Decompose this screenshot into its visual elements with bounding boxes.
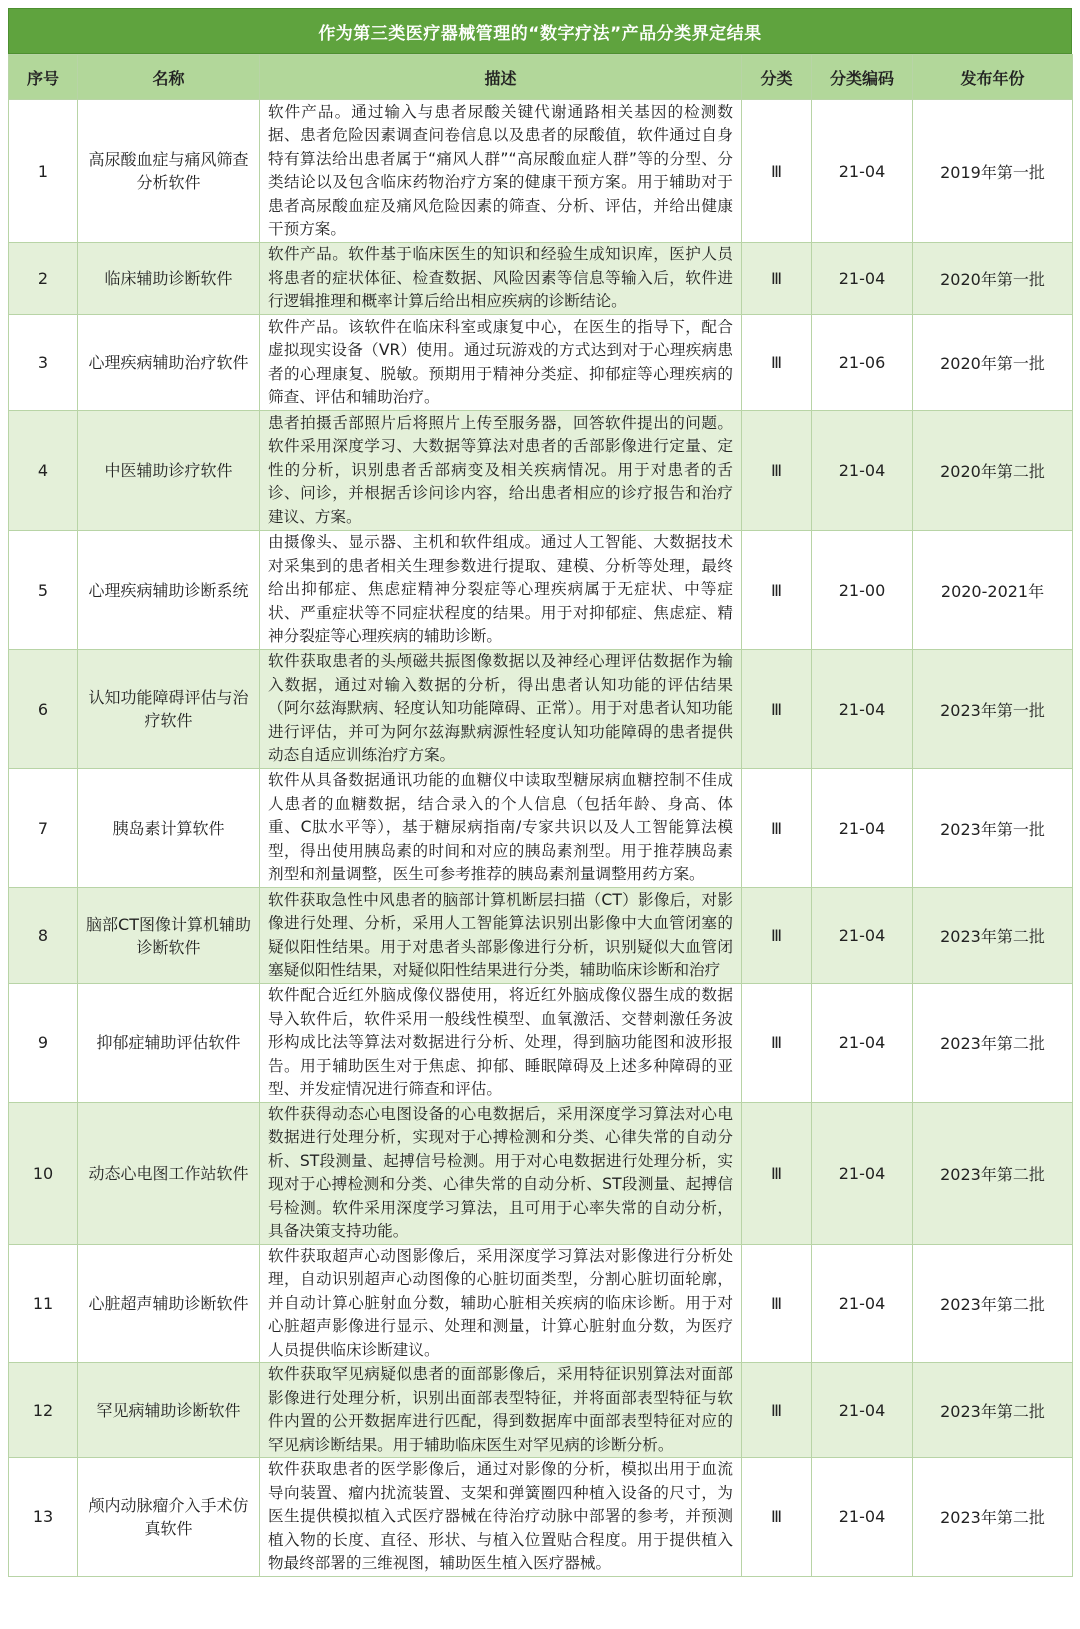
row-code: 21-00 <box>812 531 913 650</box>
row-number: 8 <box>9 888 78 984</box>
row-name: 心理疾病辅助诊断系统 <box>78 531 260 650</box>
table-row <box>9 315 1073 411</box>
row-description: 软件配合近红外脑成像仪器使用，将近红外脑成像仪器生成的数据导入软件后，软件采用一般线性模型、血氧激活、交替刺激任务波形构成比法等算法对数据进行分析、处理，得到脑功能图和波形报告。用于辅助医生对于焦虑、抑郁、睡眠障碍及上述多种障碍的亚型、并发症情况进行筛查和评估。 <box>260 984 742 1103</box>
row-class: Ⅲ <box>742 315 812 411</box>
row-name: 高尿酸血症与痛风筛查分析软件 <box>78 100 260 243</box>
row-description: 由摄像头、显示器、主机和软件组成。通过人工智能、大数据技术对采集到的患者相关生理参数进行提取、建模、分析等处理，最终给出抑郁症、焦虑症精神分裂症等心理疾病属于无症状、中等症状、严重症状等不同症状程度的结果。用于对抑郁症、焦虑症、精神分裂症等心理疾病的辅助诊断。 <box>260 531 742 650</box>
row-code: 21-04 <box>812 1244 913 1363</box>
row-year: 2023年第二批 <box>913 1102 1073 1244</box>
table-title: 作为第三类医疗器械管理的“数字疗法”产品分类界定结果 <box>8 8 1072 54</box>
row-name: 抑郁症辅助评估软件 <box>78 984 260 1103</box>
row-description: 软件获取罕见病疑似患者的面部影像后，采用特征识别算法对面部影像进行处理分析，识别出面部表型特征，并将面部表型特征与软件内置的公开数据库进行匹配，得到数据库中面部表型特征对应的罕见病诊断结果。用于辅助临床医生对罕见病的诊断分析。 <box>260 1363 742 1458</box>
row-name: 心理疾病辅助治疗软件 <box>78 315 260 411</box>
row-name: 动态心电图工作站软件 <box>78 1102 260 1244</box>
table-row <box>9 243 1073 315</box>
table-row <box>9 100 1073 243</box>
row-year: 2023年第一批 <box>913 769 1073 888</box>
row-number: 4 <box>9 411 78 531</box>
row-name: 中医辅助诊疗软件 <box>78 411 260 531</box>
row-year: 2020年第一批 <box>913 243 1073 315</box>
row-description: 软件获取急性中风患者的脑部计算机断层扫描（CT）影像后，对影像进行处理、分析，采用人工智能算法识别出影像中大血管闭塞的疑似阳性结果。用于对患者头部影像进行分析，识别疑似大血管闭塞疑似阳性结果，对疑似阳性结果进行分类，辅助临床诊断和治疗 <box>260 888 742 984</box>
row-year: 2020-2021年 <box>913 531 1073 650</box>
row-year: 2020年第一批 <box>913 315 1073 411</box>
row-description: 软件获取超声心动图影像后，采用深度学习算法对影像进行分析处理，自动识别超声心动图像的心脏切面类型，分割心脏切面轮廓，并自动计算心脏射血分数，辅助心脏相关疾病的临床诊断。用于对心脏超声影像进行显示、处理和测量，计算心脏射血分数，为医疗人员提供临床诊断建议。 <box>260 1244 742 1363</box>
row-code: 21-04 <box>812 1102 913 1244</box>
row-number: 11 <box>9 1244 78 1363</box>
header-name: 名称 <box>78 55 260 100</box>
row-class: Ⅲ <box>742 1102 812 1244</box>
row-year: 2023年第二批 <box>913 984 1073 1103</box>
row-class: Ⅲ <box>742 243 812 315</box>
row-code: 21-04 <box>812 243 913 315</box>
row-name: 脑部CT图像计算机辅助诊断软件 <box>78 888 260 984</box>
row-year: 2023年第二批 <box>913 888 1073 984</box>
row-number: 5 <box>9 531 78 650</box>
row-code: 21-04 <box>812 650 913 769</box>
row-class: Ⅲ <box>742 1244 812 1363</box>
row-class: Ⅲ <box>742 100 812 243</box>
table-row <box>9 888 1073 984</box>
row-class: Ⅲ <box>742 888 812 984</box>
row-year: 2023年第二批 <box>913 1244 1073 1363</box>
row-code: 21-06 <box>812 315 913 411</box>
row-name: 胰岛素计算软件 <box>78 769 260 888</box>
row-description: 软件获得动态心电图设备的心电数据后，采用深度学习算法对心电数据进行处理分析，实现对于心搏检测和分类、心律失常的自动分析、ST段测量、起搏信号检测。用于对心电数据进行处理分析，实现对于心搏检测和分类、心律失常的自动分析、ST段测量、起搏信号检测。软件采用深度学习算法，且可用于心率失常的自动分析，具备决策支持功能。 <box>260 1102 742 1244</box>
row-name: 临床辅助诊断软件 <box>78 243 260 315</box>
row-class: Ⅲ <box>742 769 812 888</box>
row-year: 2023年第一批 <box>913 650 1073 769</box>
row-year: 2023年第二批 <box>913 1458 1073 1577</box>
row-year: 2020年第二批 <box>913 411 1073 531</box>
row-code: 21-04 <box>812 984 913 1103</box>
row-year: 2019年第一批 <box>913 100 1073 243</box>
table-row <box>9 411 1073 531</box>
row-code: 21-04 <box>812 411 913 531</box>
row-description: 软件获取患者的医学影像后，通过对影像的分析，模拟出用于血流导向装置、瘤内扰流装置、支架和弹簧圈四种植入设备的尺寸，为医生提供模拟植入式医疗器械在待治疗动脉中部署的参考，并预测植入物的长度、直径、形状、与植入位置贴合程度。用于提供植入物最终部署的三维视图，辅助医生植入医疗器械。 <box>260 1458 742 1577</box>
row-class: Ⅲ <box>742 411 812 531</box>
row-class: Ⅲ <box>742 531 812 650</box>
table-body <box>9 100 1073 1577</box>
row-number: 12 <box>9 1363 78 1458</box>
row-class: Ⅲ <box>742 984 812 1103</box>
table-row <box>9 984 1073 1103</box>
table-row <box>9 1363 1073 1458</box>
row-number: 7 <box>9 769 78 888</box>
row-number: 1 <box>9 100 78 243</box>
row-code: 21-04 <box>812 1363 913 1458</box>
table-row <box>9 1244 1073 1363</box>
row-description: 患者拍摄舌部照片后将照片上传至服务器，回答软件提出的问题。软件采用深度学习、大数据等算法对患者的舌部影像进行定量、定性的分析，识别患者舌部病变及相关疾病情况。用于对患者的舌诊、问诊，并根据舌诊问诊内容，给出患者相应的诊疗报告和治疗建议、方案。 <box>260 411 742 531</box>
row-name: 颅内动脉瘤介入手术仿真软件 <box>78 1458 260 1577</box>
row-description: 软件获取患者的头颅磁共振图像数据以及神经心理评估数据作为输入数据，通过对输入数据的分析，得出患者认知功能的评估结果（阿尔兹海默病、轻度认知功能障碍、正常）。用于对患者认知功能进行评估，并可为阿尔兹海默病源性轻度认知功能障碍的患者提供动态自适应训练治疗方案。 <box>260 650 742 769</box>
table-row <box>9 650 1073 769</box>
row-number: 2 <box>9 243 78 315</box>
row-code: 21-04 <box>812 769 913 888</box>
row-number: 13 <box>9 1458 78 1577</box>
row-description: 软件产品。该软件在临床科室或康复中心，在医生的指导下，配合虚拟现实设备（VR）使用。通过玩游戏的方式达到对于心理疾病患者的心理康复、脱敏。预期用于精神分类症、抑郁症等心理疾病的筛查、评估和辅助治疗。 <box>260 315 742 411</box>
row-description: 软件从具备数据通讯功能的血糖仪中读取型糖尿病血糖控制不佳成人患者的血糖数据，结合录入的个人信息（包括年龄、身高、体重、C肽水平等），基于糖尿病指南/专家共识以及人工智能算法模型，得出使用胰岛素的时间和对应的胰岛素剂型。用于推荐胰岛素剂型和剂量调整，医生可参考推荐的胰岛素剂量调整用药方案。 <box>260 769 742 888</box>
table-row <box>9 769 1073 888</box>
header-code: 分类编码 <box>812 55 913 100</box>
table-row <box>9 1458 1073 1577</box>
row-code: 21-04 <box>812 1458 913 1577</box>
row-name: 认知功能障碍评估与治疗软件 <box>78 650 260 769</box>
row-number: 10 <box>9 1102 78 1244</box>
header-desc: 描述 <box>260 55 742 100</box>
table-row <box>9 531 1073 650</box>
row-name: 罕见病辅助诊断软件 <box>78 1363 260 1458</box>
row-code: 21-04 <box>812 888 913 984</box>
row-number: 3 <box>9 315 78 411</box>
header-year: 发布年份 <box>913 55 1073 100</box>
row-year: 2023年第二批 <box>913 1363 1073 1458</box>
header-class: 分类 <box>742 55 812 100</box>
row-code: 21-04 <box>812 100 913 243</box>
row-number: 6 <box>9 650 78 769</box>
header-row <box>9 55 1073 100</box>
header-no: 序号 <box>9 55 78 100</box>
row-description: 软件产品。通过输入与患者尿酸关键代谢通路相关基因的检测数据、患者危险因素调查问卷信息以及患者的尿酸值，软件通过自身特有算法给出患者属于“痛风人群”“高尿酸血症人群”等的分型、分类结论以及包含临床药物治疗方案的健康干预方案。用于辅助对于患者高尿酸血症及痛风危险因素的筛查、分析、评估，并给出健康干预方案。 <box>260 100 742 243</box>
row-number: 9 <box>9 984 78 1103</box>
row-class: Ⅲ <box>742 1363 812 1458</box>
row-description: 软件产品。软件基于临床医生的知识和经验生成知识库，医护人员将患者的症状体征、检查数据、风险因素等信息等输入后，软件进行逻辑推理和概率计算后给出相应疾病的诊断结论。 <box>260 243 742 315</box>
classification-table <box>8 54 1073 1577</box>
row-class: Ⅲ <box>742 1458 812 1577</box>
document-table-wrapper <box>8 8 1072 1577</box>
table-row <box>9 1102 1073 1244</box>
row-name: 心脏超声辅助诊断软件 <box>78 1244 260 1363</box>
row-class: Ⅲ <box>742 650 812 769</box>
